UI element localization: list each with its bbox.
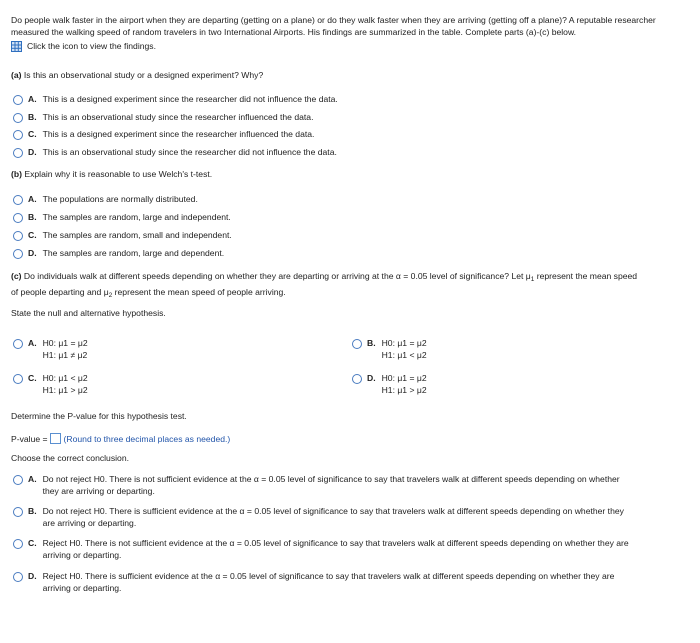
findings-link[interactable]	[11, 40, 156, 52]
null-hypothesis: H0: μ1 < μ2	[42, 373, 88, 383]
option-letter: C.	[28, 373, 37, 383]
p-value-input[interactable]	[50, 433, 61, 444]
option-letter: A.	[28, 194, 37, 204]
hypothesis-option-b[interactable]	[352, 337, 427, 361]
radio-button[interactable]	[13, 130, 23, 140]
radio-button[interactable]	[13, 195, 23, 205]
part-c-text-4: represent the mean speed of people arriving.	[112, 287, 286, 297]
option-text: The samples are random, large and independent.	[42, 212, 231, 222]
radio-button[interactable]	[13, 475, 23, 485]
hypothesis-option-a[interactable]	[13, 337, 88, 361]
hypothesis-option-d[interactable]	[352, 372, 427, 396]
part-b-label: (b)	[11, 169, 22, 179]
option-text: This is a designed experiment since the researcher influenced the data.	[42, 129, 315, 139]
option-letter: D.	[28, 248, 37, 258]
p-value-row	[11, 433, 230, 444]
conclusion-text: arriving or departing.	[42, 583, 122, 593]
part-b-question	[11, 169, 212, 179]
radio-button[interactable]	[13, 339, 23, 349]
part-b-option-d[interactable]	[13, 247, 224, 259]
option-text: This is an observational study since the researcher influenced the data.	[42, 112, 314, 122]
part-c-text-3: of people departing and μ	[11, 287, 109, 297]
conclusion-text: Do not reject H0. There is not sufficient evidence at the α = 0.05 level of significance to say that travelers walk at different speeds depending on whether	[42, 474, 620, 484]
state-hypothesis-prompt: State the null and alternative hypothesis.	[11, 308, 166, 318]
option-letter: A.	[28, 474, 37, 484]
conclusion-text: Reject H0. There is sufficient evidence at the α = 0.05 level of significance to say that travelers walk at different speeds depending on whether they are	[42, 571, 615, 581]
conclusion-text: Reject H0. There is not sufficient evidence at the α = 0.05 level of significance to say that travelers walk at different speeds depending on whether they are	[42, 538, 629, 548]
option-text: The samples are random, large and dependent.	[42, 248, 225, 258]
part-c-text-1: Do individuals walk at different speeds depending on whether they are departing or arriving at the α = 0.05 level of significance? Let μ	[23, 271, 531, 281]
part-c-text-2: represent the mean speed	[534, 271, 638, 281]
conclusion-option-a[interactable]	[13, 473, 693, 497]
part-c-label: (c)	[11, 271, 22, 281]
part-a-option-c[interactable]	[13, 128, 314, 140]
option-letter: D.	[28, 147, 37, 157]
alt-hypothesis: H1: μ1 > μ2	[42, 385, 88, 395]
radio-button[interactable]	[13, 539, 23, 549]
part-b-text: Explain why it is reasonable to use Welch's t-test.	[24, 169, 213, 179]
part-a-question	[11, 70, 263, 80]
conclusion-text: they are arriving or departing.	[42, 486, 155, 496]
null-hypothesis: H0: μ1 = μ2	[381, 338, 427, 348]
option-letter: B.	[367, 338, 376, 348]
option-letter: B.	[28, 212, 37, 222]
radio-button[interactable]	[13, 113, 23, 123]
null-hypothesis: H0: μ1 = μ2	[381, 373, 427, 383]
alt-hypothesis: H1: μ1 > μ2	[381, 385, 427, 395]
radio-button[interactable]	[352, 374, 362, 384]
subscript: 2	[108, 292, 113, 299]
option-letter: A.	[28, 338, 37, 348]
radio-button[interactable]	[13, 249, 23, 259]
findings-link-text: Click the icon to view the findings.	[27, 41, 156, 51]
conclusion-text: Do not reject H0. There is sufficient evidence at the α = 0.05 level of significance to say that travelers walk at different speeds depending on whether they	[42, 506, 624, 516]
option-text: The populations are normally distributed.	[42, 194, 198, 204]
problem-intro: Do people walk faster in the airport when they are departing (getting on a plane) or do they walk faster when they are arriving (getting off a plane)? A reputable researcher measured the walking speed of random travelers in two International Airports. His findings are summarized in the table. Complete parts (a)-(c) below.	[11, 15, 656, 37]
part-b-option-c[interactable]	[13, 229, 232, 241]
option-letter: D.	[28, 571, 37, 581]
radio-button[interactable]	[13, 572, 23, 582]
part-a-label: (a)	[11, 70, 22, 80]
part-b-option-b[interactable]	[13, 211, 231, 223]
table-grid-icon[interactable]	[11, 41, 22, 52]
option-letter: C.	[28, 129, 37, 139]
option-letter: B.	[28, 506, 37, 516]
conclusion-option-c[interactable]	[13, 537, 693, 561]
radio-button[interactable]	[13, 231, 23, 241]
part-a-option-d[interactable]	[13, 146, 337, 158]
subscript: 1	[530, 276, 535, 283]
option-letter: B.	[28, 112, 37, 122]
radio-button[interactable]	[13, 213, 23, 223]
option-text: The samples are random, small and independent.	[42, 230, 232, 240]
part-a-option-a[interactable]	[13, 93, 338, 105]
option-text: This is an observational study since the researcher did not influence the data.	[42, 147, 337, 157]
option-letter: C.	[28, 538, 37, 548]
conclusion-option-b[interactable]	[13, 505, 693, 529]
alt-hypothesis: H1: μ1 ≠ μ2	[42, 350, 88, 360]
choose-conclusion-prompt: Choose the correct conclusion.	[11, 453, 129, 463]
option-letter: D.	[367, 373, 376, 383]
radio-button[interactable]	[13, 148, 23, 158]
part-a-option-b[interactable]	[13, 111, 313, 123]
option-text: This is a designed experiment since the researcher did not influence the data.	[42, 94, 338, 104]
conclusion-text: are arriving or departing.	[42, 518, 137, 528]
part-a-text: Is this an observational study or a designed experiment? Why?	[23, 70, 264, 80]
option-letter: A.	[28, 94, 37, 104]
option-letter: C.	[28, 230, 37, 240]
conclusion-text: arriving or departing.	[42, 550, 122, 560]
radio-button[interactable]	[13, 95, 23, 105]
p-value-label: P-value =	[11, 433, 48, 444]
radio-button[interactable]	[13, 507, 23, 517]
null-hypothesis: H0: μ1 = μ2	[42, 338, 88, 348]
radio-button[interactable]	[352, 339, 362, 349]
part-c-question	[11, 270, 691, 302]
hypothesis-option-c[interactable]	[13, 372, 88, 396]
determine-p-prompt: Determine the P-value for this hypothesis test.	[11, 411, 187, 421]
conclusion-option-d[interactable]	[13, 570, 693, 594]
radio-button[interactable]	[13, 374, 23, 384]
p-value-hint: (Round to three decimal places as needed.)	[63, 433, 231, 444]
part-b-option-a[interactable]	[13, 193, 198, 205]
alt-hypothesis: H1: μ1 < μ2	[381, 350, 427, 360]
